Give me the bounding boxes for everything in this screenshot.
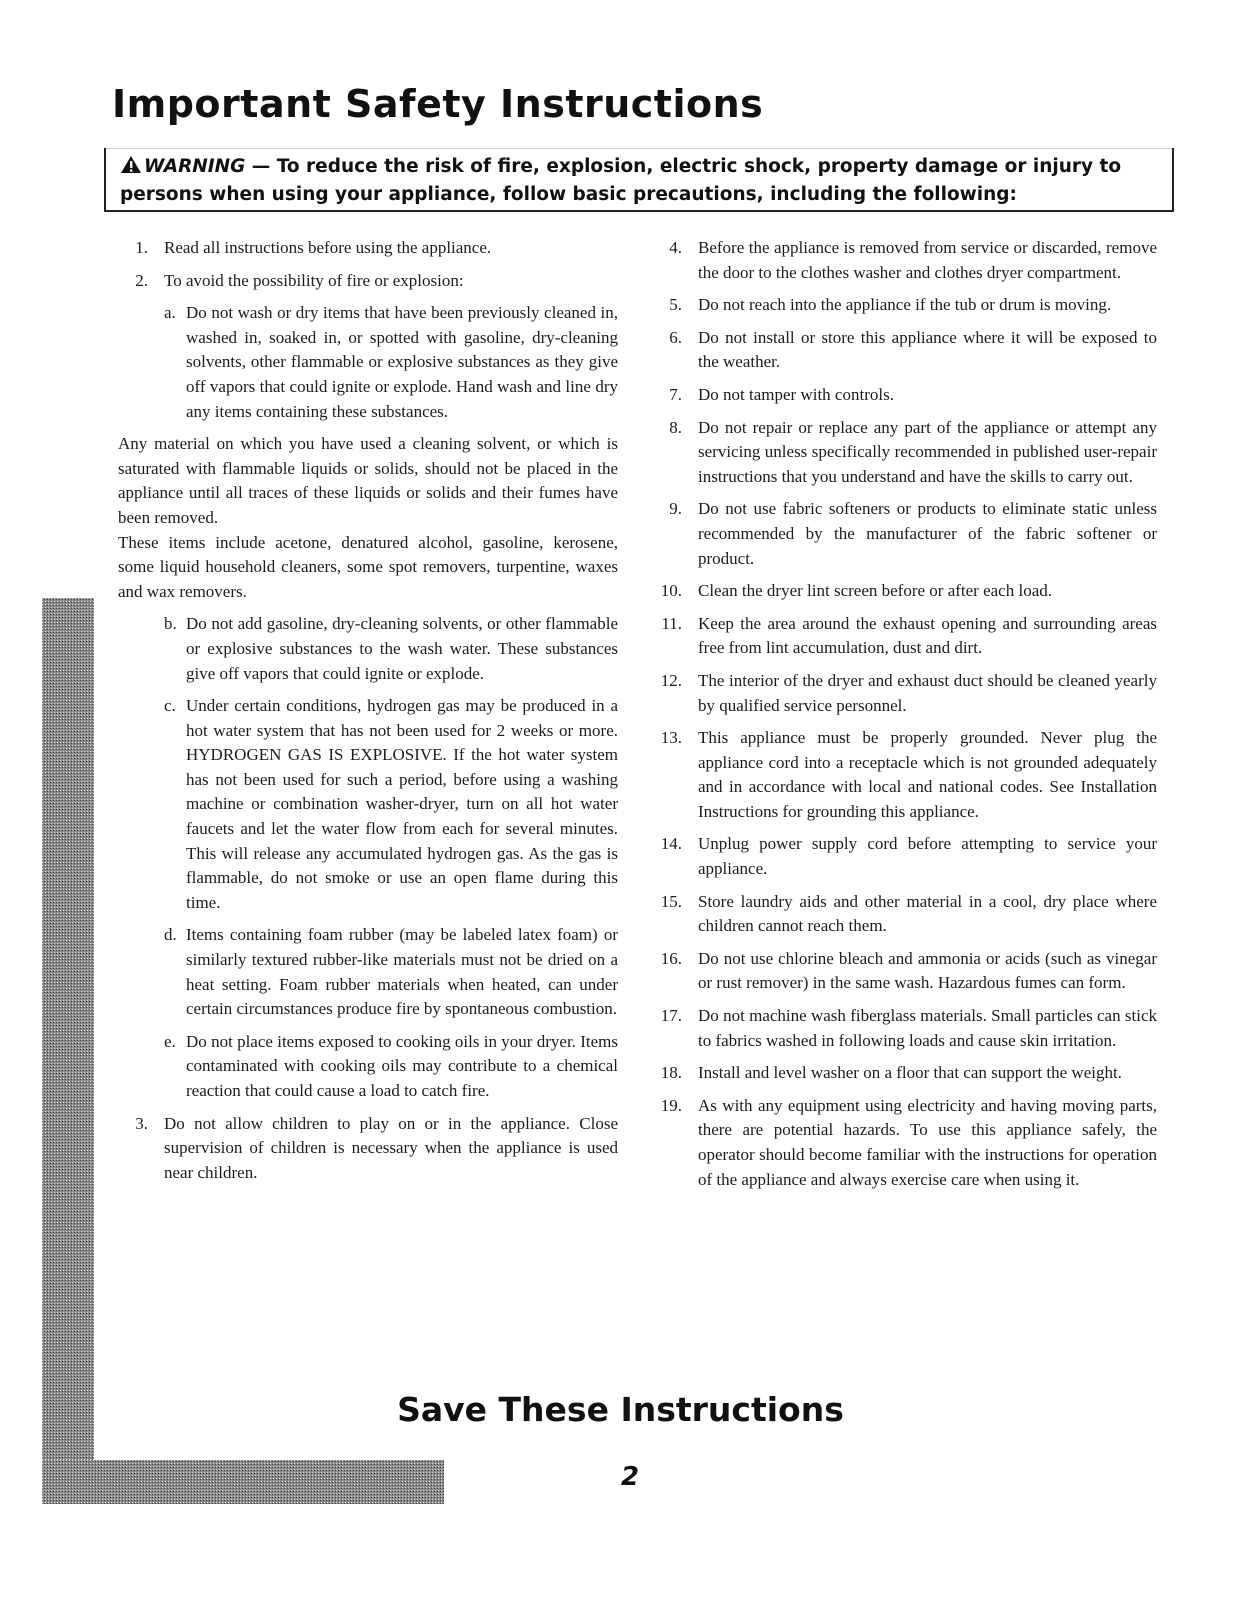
list-item: [652, 726, 1157, 824]
warning-statement: [120, 154, 1164, 208]
page-number: 2: [620, 1462, 640, 1492]
list-item: [652, 383, 1157, 408]
item-text: Do not use chlorine bleach and ammonia or acids (such as vinegar or rust remover) in the same wash. Hazardous fumes can form.: [698, 948, 1157, 993]
item-number: 11.: [661, 613, 682, 633]
item-text: Do not allow children to play on or in the appliance. Close supervision of children is necessary when the appliance is used near children.: [164, 1113, 618, 1182]
decorative-gray-band-vertical: [42, 598, 94, 1504]
sub-item-text: Do not place items exposed to cooking oils in your dryer. Items contaminated with cooking oils may contribute to a chemical reaction that could cause a load to catch fire.: [186, 1031, 618, 1100]
item-text: Do not use fabric softeners or products to eliminate static unless recommended by the manufacturer of the fabric softener or product.: [698, 499, 1157, 568]
item-text: Do not repair or replace any part of the appliance or attempt any servicing unless specifically recommended in published user-repair instructions that you understand and have the skills to carry out.: [698, 417, 1157, 486]
item-text: Do not tamper with controls.: [698, 384, 894, 404]
item-number: 8.: [669, 417, 682, 437]
list-item: [652, 1094, 1157, 1192]
item-number: 1.: [135, 238, 148, 257]
item-text: Install and level washer on a floor that can support the weight.: [698, 1063, 1122, 1083]
sub-item: [164, 301, 618, 424]
sub-item: [164, 1030, 618, 1104]
right-column: [652, 236, 1157, 1200]
sub-item-letter: a.: [164, 303, 176, 323]
item-number: 6.: [669, 327, 682, 347]
list-item: [652, 947, 1157, 996]
sub-item-letter: b.: [164, 614, 177, 634]
item-number: 14.: [660, 834, 682, 854]
list-item: [652, 1061, 1157, 1086]
warning-text: — To reduce the risk of fire, explosion, electric shock, property damage or injury to persons when using your appliance, follow basic precautions, including the following:: [120, 156, 1122, 205]
list-item: [652, 1004, 1157, 1053]
list-item: [652, 579, 1157, 604]
list-item: [652, 416, 1157, 490]
item-text: Store laundry aids and other material in a cool, dry place where children cannot reach them.: [698, 891, 1157, 936]
list-item: [652, 832, 1157, 881]
item-number: 15.: [660, 891, 682, 911]
warning-box-top-edge: [106, 148, 1172, 149]
sub-item-text: Under certain conditions, hydrogen gas may be produced in a hot water system that has not been used for 2 weeks or more. HYDROGEN GAS IS EXPLOSIVE. If the hot water system has not been used for such a period, before using a washing machine or combination washer-dryer, turn on all hot water faucets and let the water flow from each for several minutes. This will release any accumulated hydrogen gas. As the gas is flammable, do not smoke or use an open flame during this time.: [186, 696, 618, 912]
sub-item-paragraph: Any material on which you have used a cleaning solvent, or which is saturated with flammable liquids or solids, should not be placed in the appliance until all traces of these liquids or solids and their fumes have been removed.: [118, 434, 618, 527]
sub-item-letter: e.: [164, 1031, 176, 1051]
sub-item-text: Items containing foam rubber (may be labeled latex foam) or similarly textured rubber-like materials must not be dried on a heat setting. Foam rubber materials when heated, can under certain circumstances produce fire by spontaneous combustion.: [186, 925, 618, 1019]
list-item: [652, 669, 1157, 718]
list-item: [652, 293, 1157, 318]
list-item: [118, 1112, 618, 1186]
item-number: 9.: [669, 499, 682, 519]
warning-triangle-icon: [120, 155, 144, 182]
list-item: [118, 269, 618, 294]
sub-item-text: Do not wash or dry items that have been previously cleaned in, washed in, soaked in, or spotted with gasoline, dry-cleaning solvents, other flammable or explosive substances as they give off vapors that could ignite or explode. Hand wash and line dry any items containing these substances.: [186, 303, 618, 421]
page-title: Important Safety Instructions: [112, 82, 764, 126]
sub-item-text: Do not add gasoline, dry-cleaning solvents, or other flammable or explosive substances to the wash water. These substances give off vapors that could ignite or explode.: [186, 614, 618, 683]
item-number: 2.: [135, 270, 148, 290]
sub-item-letter: d.: [164, 925, 177, 945]
sub-item: [164, 612, 618, 686]
item-number: 5.: [669, 295, 682, 315]
list-item: [652, 236, 1157, 285]
list-item: [118, 236, 618, 261]
sub-item-letter: c.: [164, 696, 176, 716]
list-item: [652, 890, 1157, 939]
sub-item: [164, 923, 618, 1021]
item-text: Read all instructions before using the appliance.: [164, 238, 492, 257]
item-number: 19.: [660, 1095, 682, 1115]
item-number: 17.: [660, 1006, 682, 1026]
warning-box: [104, 148, 1174, 212]
item-number: 7.: [669, 384, 682, 404]
left-column: [118, 236, 618, 1193]
warning-label: WARNING: [144, 156, 246, 177]
list-item: [652, 497, 1157, 571]
list-item: [652, 326, 1157, 375]
item-number: 18.: [660, 1063, 682, 1083]
item-text: The interior of the dryer and exhaust duct should be cleaned yearly by qualified service personnel.: [698, 670, 1157, 715]
item-text: To avoid the possibility of fire or explosion:: [164, 270, 464, 290]
item-text: Do not install or store this appliance where it will be exposed to the weather.: [698, 327, 1157, 372]
item-text: Do not machine wash fiberglass materials. Small particles can stick to fabrics washed in following loads and cause skin irritation.: [698, 1006, 1157, 1050]
item-number: 12.: [660, 670, 682, 690]
sub-item-paragraph: These items include acetone, denatured alcohol, gasoline, kerosene, some liquid household cleaners, some spot removers, turpentine, waxes and wax removers.: [118, 532, 618, 601]
item-text: Unplug power supply cord before attempting to service your appliance.: [698, 834, 1157, 879]
item-text: Before the appliance is removed from service or discarded, remove the door to the clothes washer and clothes dryer compartment.: [698, 238, 1157, 282]
item-text: Keep the area around the exhaust opening and surrounding areas free from lint accumulation, dust and dirt.: [698, 613, 1157, 658]
item-text: As with any equipment using electricity and having moving parts, there are potential hazards. To use this appliance safely, the operator should become familiar with the instructions for operation of the appliance and always exercise care when using it.: [698, 1095, 1157, 1189]
item-text: Clean the dryer lint screen before or after each load.: [698, 581, 1052, 601]
item-text: Do not reach into the appliance if the tub or drum is moving.: [698, 295, 1112, 315]
item-number: 13.: [660, 728, 682, 748]
item-number: 16.: [660, 948, 682, 968]
item-text: This appliance must be properly grounded. Never plug the appliance cord into a receptacle which is not grounded adequately and in accordance with local and national codes. See Installation Instructions for grounding this appliance.: [698, 728, 1157, 821]
save-instructions-heading: Save These Instructions: [397, 1390, 844, 1429]
decorative-gray-band-horizontal: [42, 1460, 444, 1504]
item-number: 3.: [135, 1113, 148, 1133]
list-item: [652, 612, 1157, 661]
sub-item: [164, 694, 618, 915]
item-number: 10.: [660, 581, 682, 601]
item-number: 4.: [669, 238, 682, 257]
